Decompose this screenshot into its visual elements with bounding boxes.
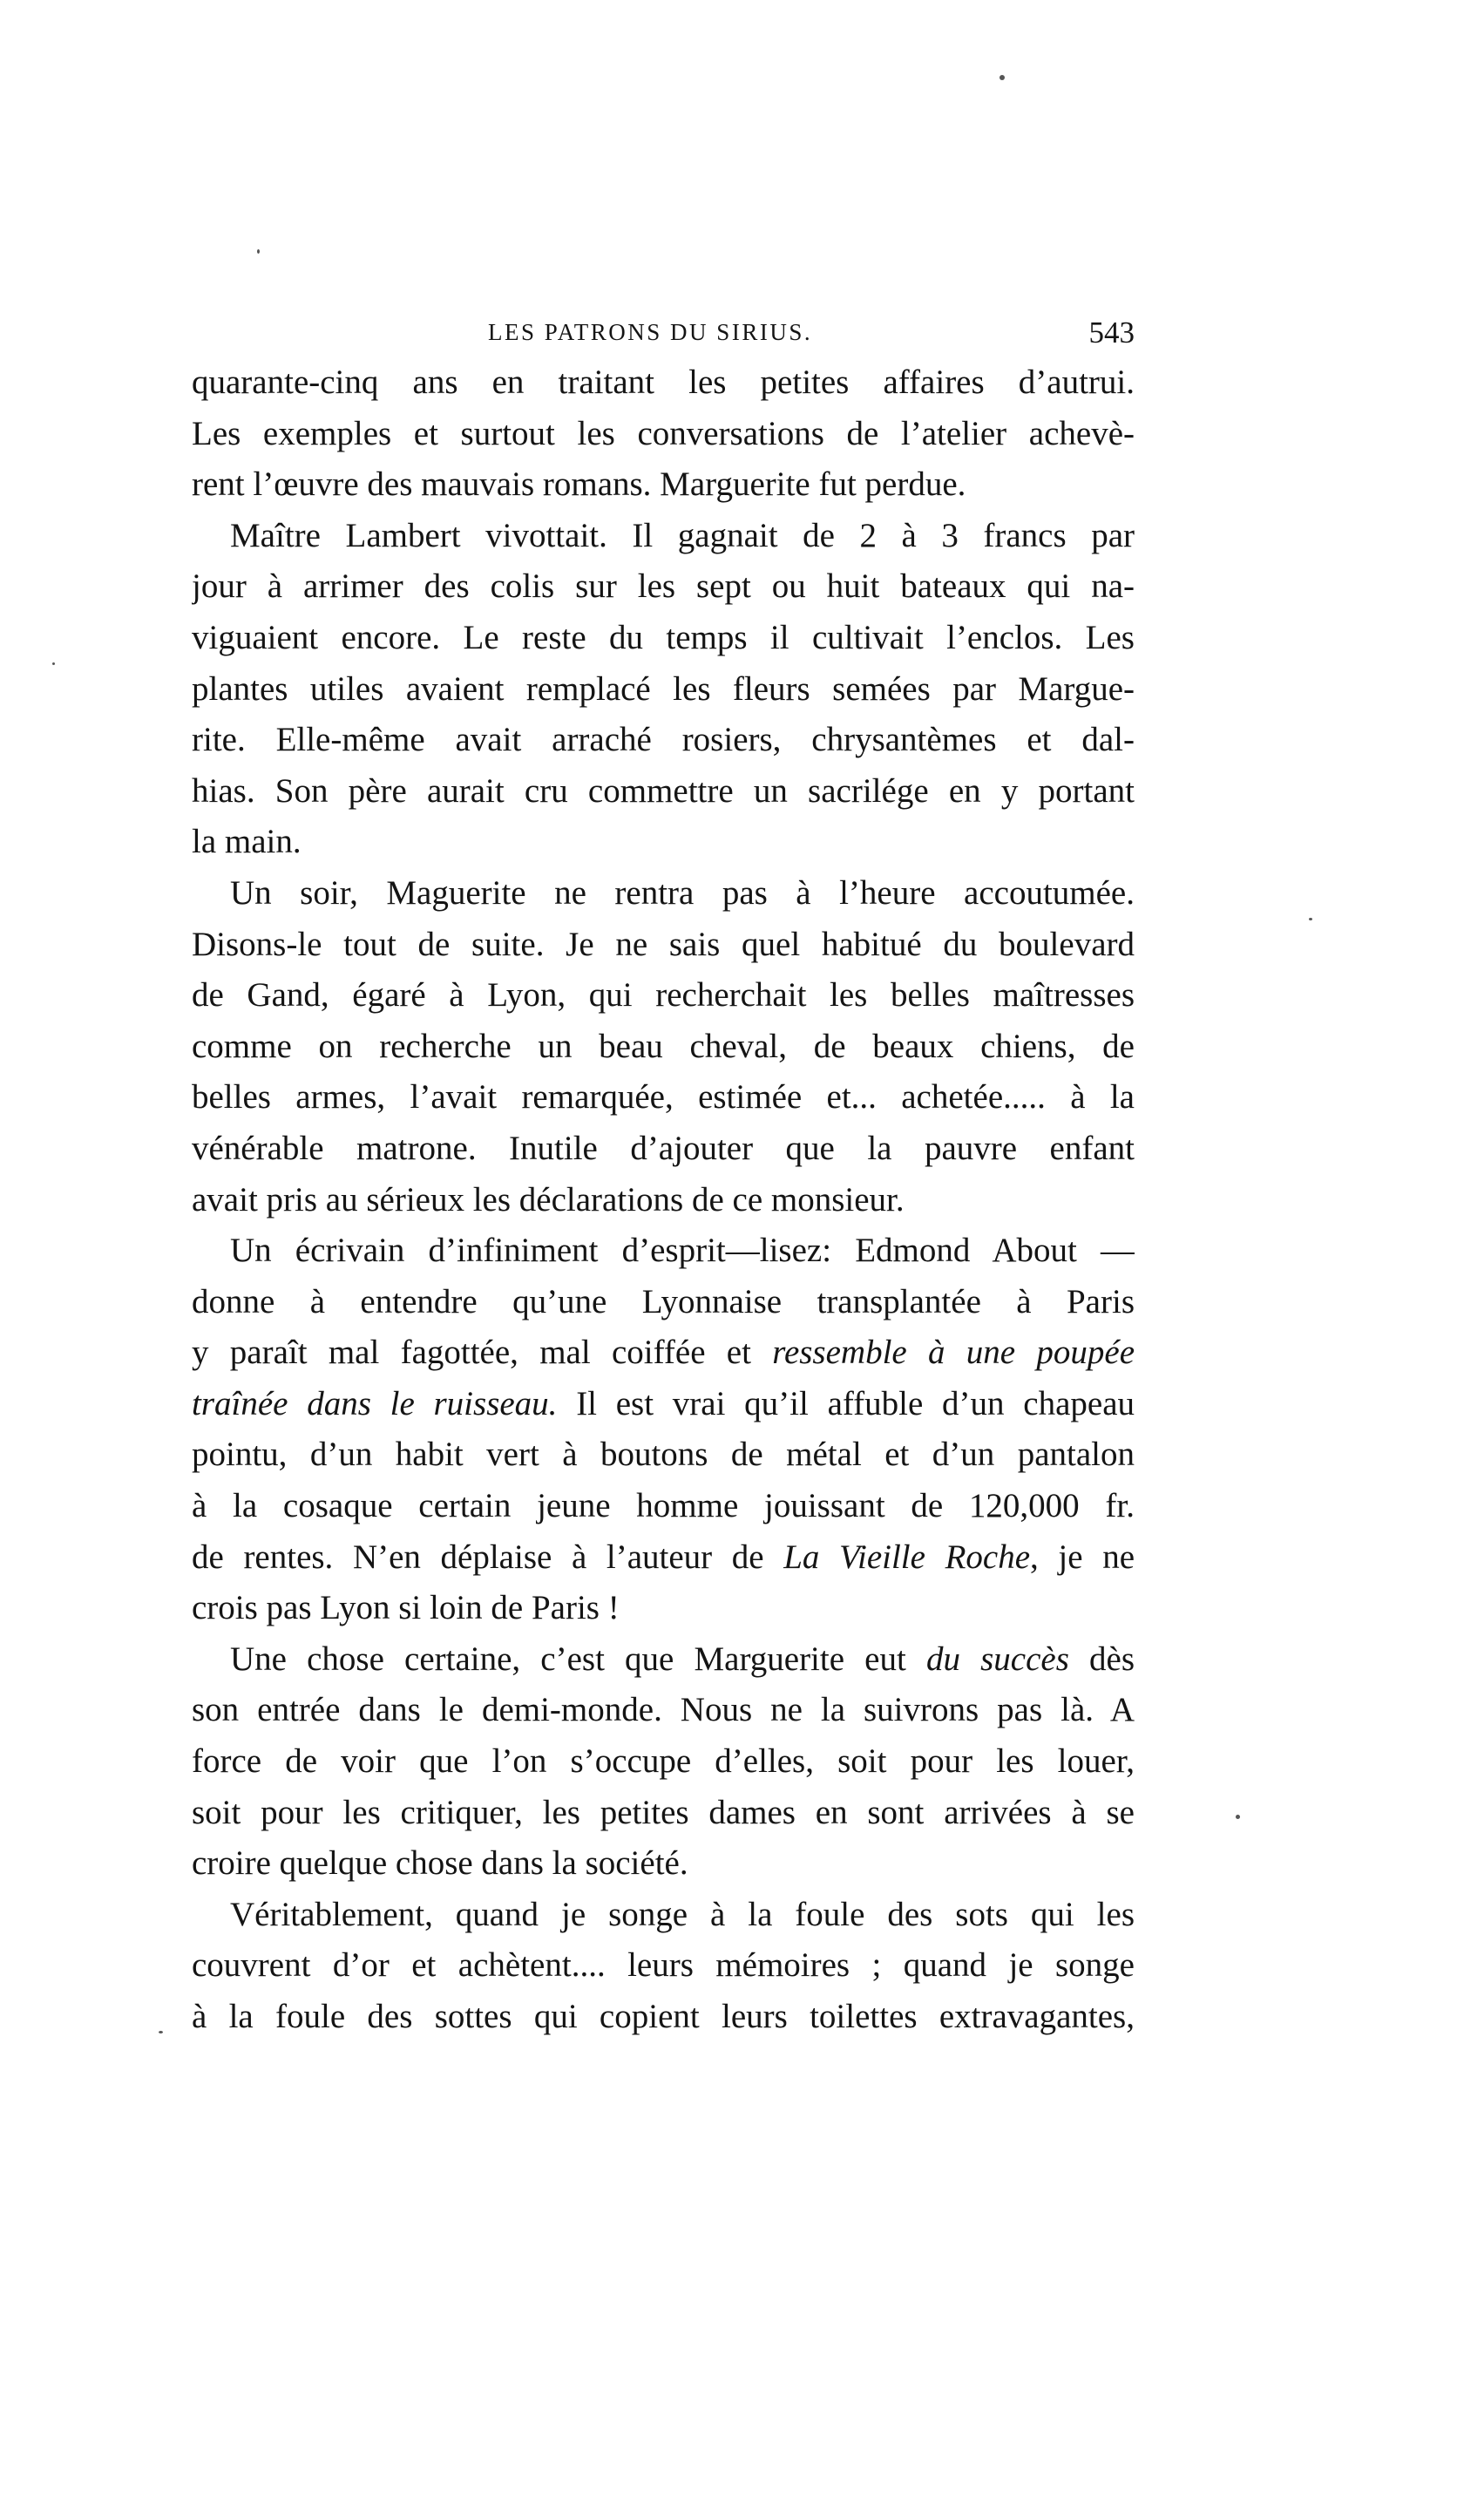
- text-line: rent l’œuvre des mauvais romans. Marguerite fut perdue.: [192, 465, 966, 504]
- paper-speck: [52, 662, 55, 665]
- paper-speck: [159, 2031, 163, 2033]
- text-line: jour à arrimer des colis sur les sept ou huit bateaux qui na-: [192, 567, 1135, 606]
- text-line: Les exemples et surtout les conversations de l’atelier achevè-: [192, 414, 1135, 452]
- text-line: vénérable matrone. Inutile d’ajouter que la pauvre enfant: [192, 1129, 1135, 1167]
- text-line: Maître Lambert vivottait. Il gagnait de 2 à 3 francs par: [230, 516, 1135, 554]
- text-segment: dès: [1089, 1639, 1135, 1678]
- text-line: quarante-cinq ans en traitant les petites affaires d’autrui.: [192, 363, 1135, 401]
- text-line: de Gand, égaré à Lyon, qui recherchait les belles maîtresses: [192, 976, 1135, 1015]
- text-segment: y paraît mal fagottée, mal coiffée et: [192, 1334, 751, 1372]
- paper-speck: [999, 75, 1005, 80]
- text-line: comme on recherche un beau cheval, de beaux chiens, de: [192, 1027, 1135, 1065]
- text-line: Un écrivain d’infiniment d’esprit—lisez: Edmond About —: [230, 1232, 1135, 1270]
- text-line: la main.: [192, 823, 302, 861]
- text-line: crois pas Lyon si loin de Paris !: [192, 1589, 620, 1627]
- text-line: couvrent d’or et achètent.... leurs mémoires ; quand je songe: [192, 1946, 1135, 1985]
- italic-phrase: traînée dans le ruisseau.: [192, 1384, 558, 1422]
- text-line: soit pour les critiquer, les petites dames en sont arrivées à se: [192, 1793, 1135, 1831]
- text-line: donne à entendre qu’une Lyonnaise transplantée à Paris: [192, 1282, 1135, 1320]
- text-line: pointu, d’un habit vert à boutons de métal et d’un pantalon: [192, 1436, 1135, 1474]
- text-line: croire quelque chose dans la société.: [192, 1844, 688, 1883]
- paper-speck: [1309, 918, 1312, 920]
- text-line: hias. Son père aurait cru commettre un sacrilége en y portant: [192, 771, 1135, 810]
- text-line: Disons-le tout de suite. Je ne sais quel habitué du boulevard: [192, 925, 1135, 963]
- page-header: [192, 316, 1135, 354]
- italic-phrase: du succès: [925, 1639, 1069, 1678]
- text-line: plantes utiles avaient remplacé les fleurs semées par Margue-: [192, 669, 1135, 708]
- text-line: force de voir que l’on s’occupe d’elles, soit pour les louer,: [192, 1742, 1135, 1781]
- page-number: 543: [1088, 316, 1135, 350]
- text-line: son entrée dans le demi-monde. Nous ne la suivrons pas là. A: [192, 1691, 1135, 1729]
- text-line: Un soir, Maguerite ne rentra pas à l’heure accoutumée.: [230, 873, 1135, 912]
- body-text: [192, 357, 1135, 2043]
- running-title: LES PATRONS DU SIRIUS.: [488, 319, 813, 345]
- text-line: [192, 1634, 1135, 1686]
- text-line: à la foule des sottes qui copient leurs toilettes extravagantes,: [192, 1998, 1135, 2035]
- book-title: La Vieille Roche: [783, 1538, 1031, 1576]
- text-line: Véritablement, quand je songe à la foule des sots qui les: [230, 1895, 1135, 1933]
- text-segment: Une chose certaine, c’est que Marguerite eut: [230, 1639, 906, 1678]
- italic-phrase: ressemble à une poupée: [772, 1334, 1135, 1372]
- text-line: belles armes, l’avait remarquée, estimée et... achetée..... à la: [192, 1078, 1135, 1117]
- text-line: avait pris au sérieux les déclarations de ce monsieur.: [192, 1180, 905, 1219]
- paper-speck: [257, 249, 260, 254]
- paper-speck: [1236, 1815, 1240, 1819]
- text-line: rite. Elle-même avait arraché rosiers, chrysantèmes et dal-: [192, 721, 1135, 759]
- text-line: à la cosaque certain jeune homme jouissant de 120,000 fr.: [192, 1487, 1135, 1525]
- text-line: [192, 1532, 1135, 1584]
- text-line: [192, 1379, 1135, 1430]
- text-line: [192, 1327, 1135, 1379]
- text-segment: , je ne: [1030, 1538, 1135, 1576]
- text-segment: Il est vrai qu’il affuble d’un chapeau: [576, 1384, 1135, 1422]
- text-line: viguaient encore. Le reste du temps il cultivait l’enclos. Les: [192, 618, 1135, 656]
- text-segment: de rentes. N’en déplaise à l’auteur de: [192, 1538, 764, 1576]
